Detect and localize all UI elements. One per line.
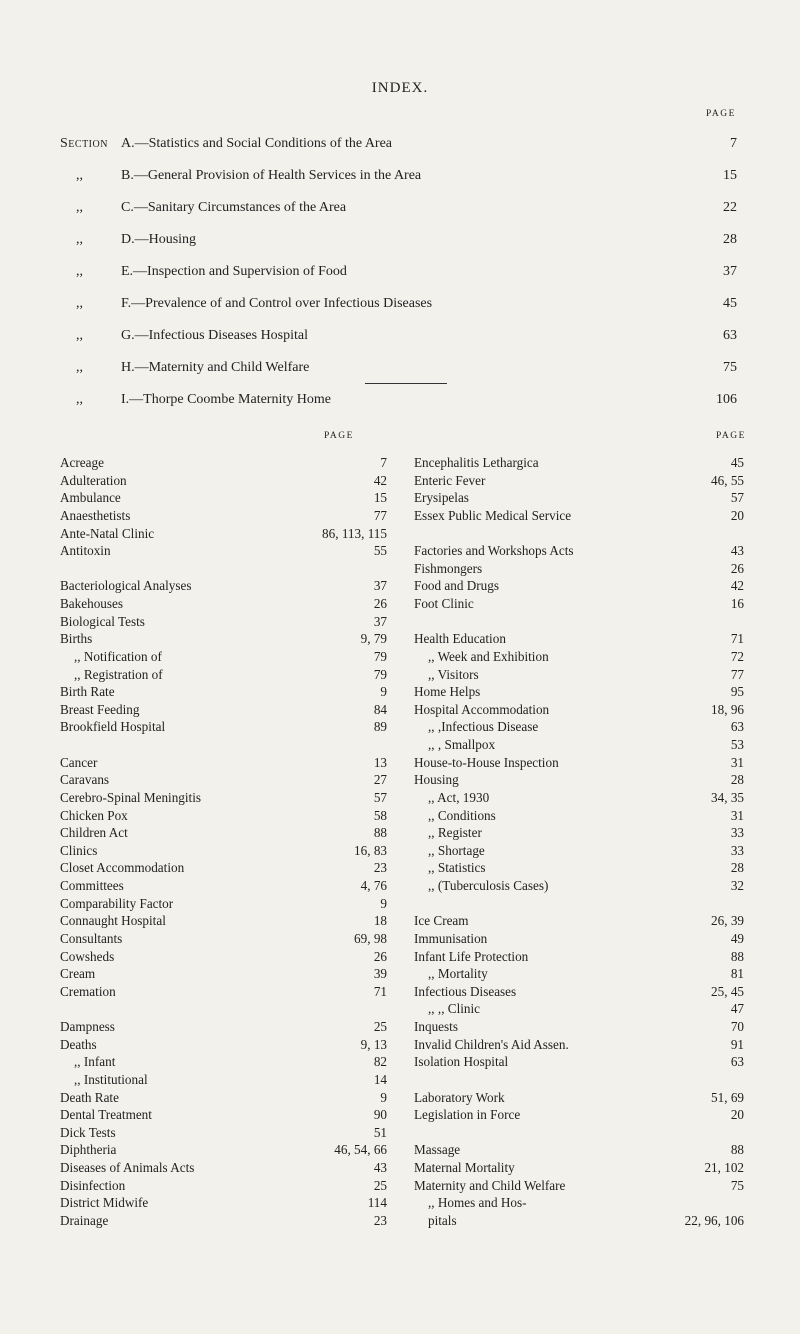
section-title: B.—General Provision of Health Services in the Area <box>121 168 422 183</box>
index-term: Brookfield Hospital <box>60 719 166 735</box>
index-page-number: 26 <box>373 948 387 964</box>
index-page-number: 63 <box>730 719 744 735</box>
index-entry <box>414 772 744 790</box>
section-title: A.—Statistics and Social Conditions of the Area <box>121 136 393 151</box>
index-entry <box>414 543 744 561</box>
index-entry <box>414 596 744 614</box>
section-prefix: Section <box>60 136 108 151</box>
index-term: ,, , Smallpox <box>428 737 496 752</box>
index-page-number: 26 <box>730 560 744 576</box>
section-prefix: ,, <box>76 392 83 407</box>
section-prefix: ,, <box>76 360 83 375</box>
index-entry <box>60 878 387 896</box>
index-page-number: 63 <box>730 1054 744 1070</box>
index-term: Food and Drugs <box>414 578 499 594</box>
index-page-number: 26, 39 <box>711 913 744 929</box>
index-entry <box>414 843 744 861</box>
index-entry <box>414 1195 744 1213</box>
index-entry <box>60 631 387 649</box>
divider-rule <box>365 383 447 384</box>
section-row <box>60 264 740 288</box>
index-page-number: 14 <box>373 1071 387 1087</box>
index-page-number: 95 <box>730 684 744 700</box>
index-page-number: 89 <box>373 719 387 735</box>
index-term: Disinfection <box>60 1177 126 1193</box>
index-term: Maternal Mortality <box>414 1160 515 1175</box>
section-title: F.—Prevalence of and Control over Infectious Diseases <box>121 296 433 311</box>
index-page-number: 49 <box>730 930 744 946</box>
index-entry <box>60 790 387 808</box>
index-term: Drainage <box>60 1212 109 1228</box>
index-entry <box>414 755 744 773</box>
index-entry <box>414 490 744 508</box>
index-page-number: 69, 98 <box>354 930 387 946</box>
index-entry <box>60 843 387 861</box>
index-entry <box>60 473 387 491</box>
index-entry <box>60 1178 387 1196</box>
index-entry <box>414 1037 744 1055</box>
index-page-number: 32 <box>730 878 744 893</box>
index-entry <box>414 1213 744 1231</box>
index-entry <box>60 508 387 526</box>
index-term: ,, Registration of <box>74 666 163 682</box>
index-entry <box>60 1142 387 1160</box>
index-entry <box>60 949 387 967</box>
index-entry <box>60 808 387 826</box>
index-term: Massage <box>414 1142 461 1158</box>
index-entry <box>60 702 387 720</box>
index-term: ,, Conditions <box>428 807 496 823</box>
index-entry <box>414 1142 744 1160</box>
section-title: H.—Maternity and Child Welfare <box>121 360 310 375</box>
index-term: Chicken Pox <box>60 807 128 823</box>
index-page-number: 45 <box>730 455 744 470</box>
index-page-number: 9, 79 <box>360 631 387 647</box>
index-page-number: 33 <box>730 842 744 858</box>
index-page-number: 77 <box>373 507 387 523</box>
index-term: Ambulance <box>60 490 121 506</box>
index-entry <box>414 667 744 685</box>
index-term: Enteric Fever <box>414 472 486 488</box>
index-entry <box>414 966 744 984</box>
index-entry <box>60 490 387 508</box>
index-spacer <box>414 896 744 914</box>
index-term: Dental Treatment <box>60 1107 152 1123</box>
index-page-number: 33 <box>730 825 744 841</box>
index-spacer <box>414 526 744 544</box>
index-page-number: 25 <box>373 1177 387 1193</box>
index-term: Erysipelas <box>414 490 469 506</box>
index-page-number: 88 <box>730 1142 744 1158</box>
index-page-number: 25 <box>373 1019 387 1034</box>
index-page-number: 58 <box>373 807 387 823</box>
index-term: Cancer <box>60 754 98 770</box>
index-entry <box>414 737 744 755</box>
index-page-number: 72 <box>730 648 744 664</box>
index-entry <box>414 860 744 878</box>
index-term: Housing <box>414 772 459 788</box>
index-page-number: 47 <box>730 1001 744 1017</box>
index-page-number: 16, 83 <box>354 842 387 858</box>
index-term: Ante-Natal Clinic <box>60 525 155 541</box>
section-page-number: 15 <box>723 168 737 183</box>
index-entry <box>60 825 387 843</box>
index-page-number: 9 <box>380 895 387 911</box>
section-title: G.—Infectious Diseases Hospital <box>121 328 309 343</box>
index-page-number: 21, 102 <box>704 1160 744 1175</box>
index-entry <box>414 631 744 649</box>
index-term: ,, Visitors <box>428 666 479 682</box>
index-page-number: 88 <box>373 825 387 841</box>
index-term: House-to-House Inspection <box>414 754 559 770</box>
index-entry <box>414 1090 744 1108</box>
index-term: Legislation in Force <box>414 1107 521 1123</box>
index-entry <box>60 860 387 878</box>
index-page-number: 81 <box>730 966 744 982</box>
index-spacer <box>414 1125 744 1143</box>
index-right-column <box>414 455 744 1231</box>
section-page-number: 45 <box>723 296 737 311</box>
index-page-number: 86, 113, 115 <box>322 525 387 541</box>
index-page-number: 23 <box>373 860 387 876</box>
section-row <box>60 200 740 224</box>
index-entry <box>414 878 744 896</box>
index-page-number: 55 <box>373 543 387 559</box>
index-entry <box>414 790 744 808</box>
section-prefix: ,, <box>76 264 83 279</box>
index-term: Encephalitis Lethargica <box>414 455 539 470</box>
index-entry <box>414 702 744 720</box>
index-term: Adulteration <box>60 472 127 488</box>
index-page-number: 20 <box>730 1107 744 1123</box>
index-page-number: 9 <box>380 684 387 700</box>
index-page-number: 28 <box>730 860 744 876</box>
index-page-number: 18 <box>373 913 387 929</box>
index-spacer <box>414 614 744 632</box>
index-page-number: 27 <box>373 772 387 788</box>
index-entry <box>60 1195 387 1213</box>
index-term: Breast Feeding <box>60 701 140 717</box>
index-entry <box>414 984 744 1002</box>
index-term: District Midwife <box>60 1195 149 1211</box>
index-entry <box>60 1019 387 1037</box>
index-entry <box>60 755 387 773</box>
index-page-number: 57 <box>730 490 744 506</box>
index-term: Births <box>60 631 93 647</box>
index-term: Deaths <box>60 1036 97 1052</box>
index-term: Isolation Hospital <box>414 1054 509 1070</box>
index-entry <box>414 649 744 667</box>
index-page-number: 51, 69 <box>711 1089 744 1105</box>
index-page-number: 43 <box>730 543 744 559</box>
index-term: Immunisation <box>414 930 488 946</box>
index-page-number: 57 <box>373 789 387 805</box>
section-prefix: ,, <box>76 168 83 183</box>
index-page-number: 82 <box>373 1054 387 1070</box>
index-page-number: 39 <box>373 966 387 982</box>
index-page-number: 77 <box>730 666 744 682</box>
index-term: ,, Notification of <box>74 648 162 664</box>
index-entry <box>60 1090 387 1108</box>
section-prefix: ,, <box>76 296 83 311</box>
index-term: ,, Statistics <box>428 860 486 876</box>
index-term: Diseases of Animals Acts <box>60 1160 195 1175</box>
index-entry <box>60 772 387 790</box>
index-term: Comparability Factor <box>60 895 174 911</box>
index-entry <box>414 684 744 702</box>
index-entry <box>414 931 744 949</box>
index-page-number: 46, 55 <box>711 472 744 488</box>
index-entry <box>414 1107 744 1125</box>
index-entry <box>414 508 744 526</box>
index-term: ,, Week and Exhibition <box>428 648 549 664</box>
index-term: ,, Homes and Hos- <box>428 1195 527 1211</box>
section-page-number: 75 <box>723 360 737 375</box>
index-page-number: 31 <box>730 807 744 823</box>
index-page-number: 79 <box>373 666 387 682</box>
index-term: Anaesthetists <box>60 507 131 523</box>
index-entry <box>60 543 387 561</box>
index-spacer <box>60 1001 387 1019</box>
index-entry <box>60 1054 387 1072</box>
index-page-number: 114 <box>367 1195 387 1211</box>
index-entry <box>414 578 744 596</box>
section-page-number: 63 <box>723 328 737 343</box>
index-term: Hospital Accommodation <box>414 701 550 717</box>
index-entry <box>60 896 387 914</box>
index-entry <box>414 1054 744 1072</box>
index-term: Cerebro-Spinal Meningitis <box>60 789 202 805</box>
index-term: Cremation <box>60 983 116 999</box>
index-entry <box>60 1213 387 1231</box>
index-term: ,, Institutional <box>74 1071 148 1087</box>
section-page-number: 37 <box>723 264 737 279</box>
index-term: Health Education <box>414 631 506 647</box>
index-term: Closet Accommodation <box>60 860 185 876</box>
index-term: ,, Register <box>428 825 482 841</box>
index-term: ,, Mortality <box>428 966 488 982</box>
section-row <box>60 136 740 160</box>
index-entry <box>60 1072 387 1090</box>
index-page-number: 25, 45 <box>711 983 744 999</box>
index-page-number: 70 <box>730 1019 744 1034</box>
index-entry <box>60 578 387 596</box>
index-term: Connaught Hospital <box>60 913 166 929</box>
index-term: ,, ,, Clinic <box>428 1001 481 1017</box>
index-term: Diphtheria <box>60 1142 117 1158</box>
index-term: Cream <box>60 966 96 982</box>
section-row <box>60 360 740 384</box>
index-page-number: 46, 54, 66 <box>334 1142 387 1158</box>
index-term: Consultants <box>60 930 123 946</box>
index-page-number: 84 <box>373 701 387 717</box>
index-term: Acreage <box>60 455 104 470</box>
index-entry <box>60 984 387 1002</box>
index-entry <box>60 966 387 984</box>
index-page-number: 43 <box>373 1160 387 1175</box>
section-row <box>60 392 740 416</box>
index-entry <box>414 825 744 843</box>
index-term: Committees <box>60 878 124 893</box>
index-entry <box>414 1019 744 1037</box>
index-spacer <box>414 1072 744 1090</box>
index-page-number: 37 <box>373 613 387 629</box>
section-row <box>60 168 740 192</box>
index-page-number: 88 <box>730 948 744 964</box>
index-entry <box>414 1160 744 1178</box>
section-row <box>60 296 740 320</box>
section-row <box>60 328 740 352</box>
sections-page-header: PAGE <box>706 109 736 119</box>
left-column-page-header: PAGE <box>324 431 354 441</box>
index-page-number: 7 <box>380 455 387 470</box>
index-term: pitals <box>428 1212 457 1228</box>
index-page-number: 18, 96 <box>711 701 744 717</box>
index-term: Home Helps <box>414 684 481 700</box>
index-entry <box>414 808 744 826</box>
index-term: Antitoxin <box>60 543 111 559</box>
index-term: ,, Act, 1930 <box>428 789 490 805</box>
index-page-number: 71 <box>730 631 744 647</box>
index-page-number: 13 <box>373 754 387 770</box>
index-title: INDEX. <box>371 80 429 96</box>
section-page-number: 28 <box>723 232 737 247</box>
index-spacer <box>60 561 387 579</box>
section-prefix: ,, <box>76 200 83 215</box>
index-term: Maternity and Child Welfare <box>414 1177 566 1193</box>
section-row <box>60 232 740 256</box>
right-column-page-header: PAGE <box>716 431 746 441</box>
index-entry <box>60 1125 387 1143</box>
index-page-number: 71 <box>373 983 387 999</box>
index-page-number: 75 <box>730 1177 744 1193</box>
index-term: Ice Cream <box>414 913 469 929</box>
index-term: Laboratory Work <box>414 1089 505 1105</box>
index-entry <box>60 1160 387 1178</box>
index-term: Cowsheds <box>60 948 115 964</box>
index-term: ,, ,Infectious Disease <box>428 719 539 735</box>
index-term: Invalid Children's Aid Assen. <box>414 1036 569 1052</box>
section-prefix: ,, <box>76 232 83 247</box>
index-entry <box>414 913 744 931</box>
index-term: Infant Life Protection <box>414 948 529 964</box>
index-term: Fishmongers <box>414 560 483 576</box>
index-spacer <box>60 737 387 755</box>
index-term: Dick Tests <box>60 1124 116 1140</box>
index-term: Birth Rate <box>60 684 115 700</box>
index-page-number: 37 <box>373 578 387 594</box>
index-page-number: 31 <box>730 754 744 770</box>
index-entry <box>60 913 387 931</box>
index-entry <box>60 931 387 949</box>
index-entry <box>414 1178 744 1196</box>
index-page-number: 51 <box>373 1124 387 1140</box>
index-entry <box>60 526 387 544</box>
index-page-number: 15 <box>373 490 387 506</box>
index-entry <box>60 684 387 702</box>
index-page-number: 9, 13 <box>360 1036 387 1052</box>
index-term: Foot Clinic <box>414 596 474 611</box>
section-title: I.—Thorpe Coombe Maternity Home <box>121 392 331 407</box>
index-term: ,, (Tuberculosis Cases) <box>428 878 549 893</box>
index-term: Bacteriological Analyses <box>60 578 192 594</box>
index-page-number: 26 <box>373 596 387 611</box>
index-term: Death Rate <box>60 1089 119 1105</box>
index-entry <box>414 473 744 491</box>
index-left-column <box>60 455 387 1231</box>
index-page-number: 34, 35 <box>711 789 744 805</box>
index-page-number: 53 <box>730 737 744 752</box>
index-page-number: 42 <box>730 578 744 594</box>
index-page-number: 22, 96, 106 <box>684 1212 744 1228</box>
index-page-number: 42 <box>373 472 387 488</box>
index-page-number: 23 <box>373 1212 387 1228</box>
index-entry <box>60 1037 387 1055</box>
index-term: Infectious Diseases <box>414 983 517 999</box>
index-term: Inquests <box>414 1019 458 1034</box>
section-prefix: ,, <box>76 328 83 343</box>
index-term: Biological Tests <box>60 613 145 629</box>
index-entry <box>60 719 387 737</box>
index-page-number: 20 <box>730 507 744 523</box>
index-term: Factories and Workshops Acts <box>414 543 574 559</box>
index-page-number: 9 <box>380 1089 387 1105</box>
index-term: Children Act <box>60 825 128 841</box>
index-page-number: 79 <box>373 648 387 664</box>
index-entry <box>60 614 387 632</box>
index-term: ,, Infant <box>74 1054 116 1070</box>
index-entry <box>414 719 744 737</box>
section-page-number: 7 <box>730 136 737 151</box>
index-page-number: 90 <box>373 1107 387 1123</box>
index-entry <box>414 561 744 579</box>
section-page-number: 106 <box>716 392 737 407</box>
index-term: Essex Public Medical Service <box>414 507 572 523</box>
index-entry <box>60 1107 387 1125</box>
index-entry <box>60 455 387 473</box>
index-entry <box>60 667 387 685</box>
section-title: D.—Housing <box>121 232 197 247</box>
section-title: E.—Inspection and Supervision of Food <box>121 264 347 279</box>
index-term: Dampness <box>60 1019 115 1034</box>
index-entry <box>414 949 744 967</box>
index-term: Bakehouses <box>60 596 123 611</box>
index-term: Clinics <box>60 842 98 858</box>
index-term: ,, Shortage <box>428 842 485 858</box>
index-entry <box>60 649 387 667</box>
section-page-number: 22 <box>723 200 737 215</box>
index-entry <box>414 455 744 473</box>
index-page-number: 91 <box>730 1036 744 1052</box>
index-term: Caravans <box>60 772 110 788</box>
index-page-number: 28 <box>730 772 744 788</box>
section-title: C.—Sanitary Circumstances of the Area <box>121 200 347 215</box>
index-page-number: 16 <box>730 596 744 611</box>
index-entry <box>414 1001 744 1019</box>
index-entry <box>60 596 387 614</box>
index-page-number: 4, 76 <box>360 878 387 893</box>
